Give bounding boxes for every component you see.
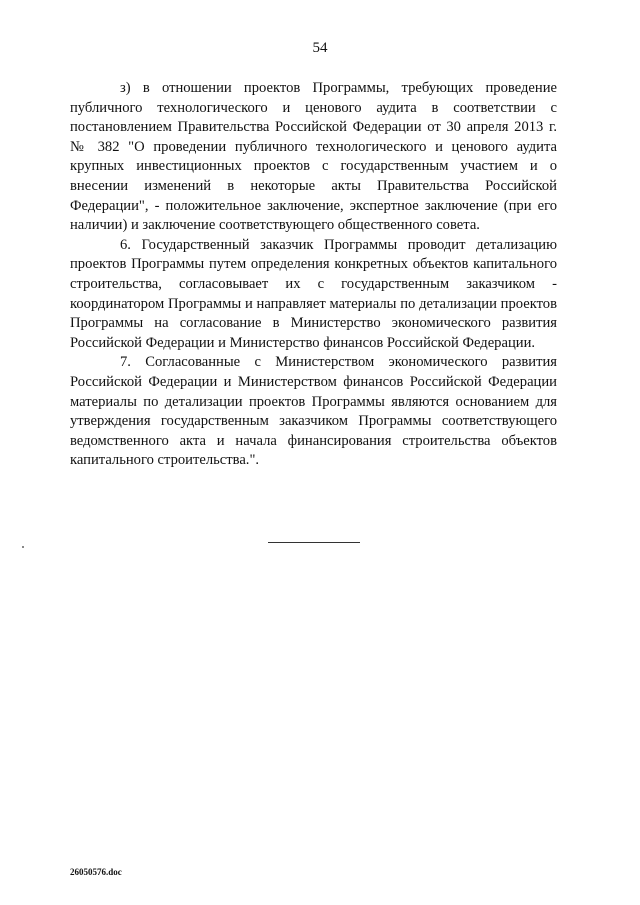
scan-mark (22, 546, 24, 548)
paragraph-item-6: 6. Государственный заказчик Программы проводит детализацию проектов Программы путем определения конкретных объектов капитального строительства, согласовывает их с государственным заказчиком - координатором Программы и направляет материалы по детализации проектов Программы на согласование в Министерство экономического развития Российской Федерации и Министерство финансов Российской Федерации. (70, 236, 557, 351)
paragraph-clause-z: з) в отношении проектов Программы, требующих проведение публичного технологического и ценового аудита в соответствии с постановлением Правительства Российской Федерации от 30 апреля 2013 г. № 382 "О проведении публичного технологического и ценового аудита крупных инвестиционных проектов с государственным участием и о внесении изменений в некоторые акты Правительства Российской Федерации", - положительное заключение, экспертное заключение (при его наличии) и заключение соответствующего общественного совета. (70, 80, 557, 234)
body-text (70, 79, 557, 471)
paragraph-item-7: 7. Согласованные с Министерством экономического развития Российской Федерации и Министерством финансов Российской Федерации материалы по детализации проектов Программы являются основанием для утверждения государственным заказчиком Программы соответствующего ведомственного акта и начала финансирования строительства объектов капитального строительства.". (70, 354, 557, 469)
document-code: 26050576.doc (70, 867, 122, 877)
page-number: 54 (312, 40, 328, 56)
end-separator-line (268, 542, 360, 543)
